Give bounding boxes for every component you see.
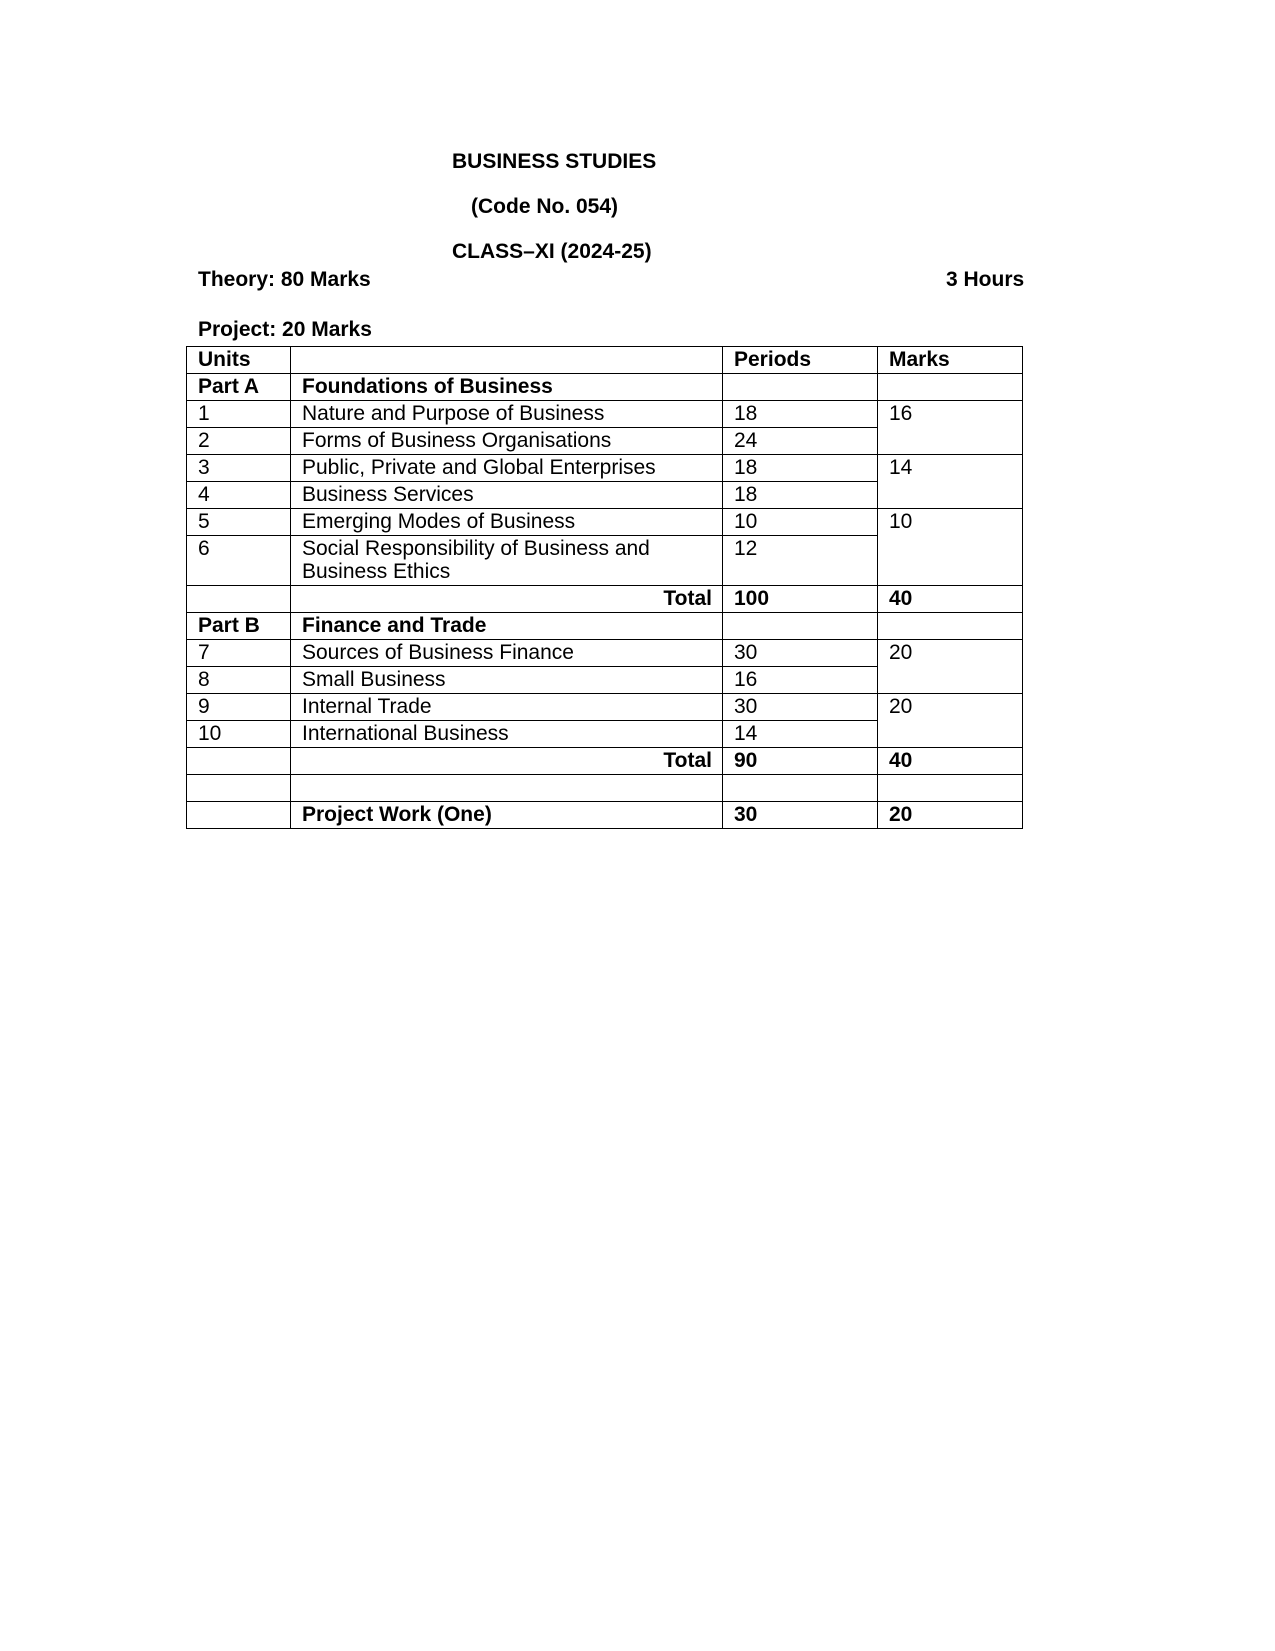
- part-a-label: Part A: [187, 374, 291, 401]
- class-session: CLASS–XI (2024-25): [452, 240, 652, 263]
- theory-marks: Theory: 80 Marks: [198, 268, 371, 291]
- header-marks: Marks: [878, 347, 1023, 374]
- empty-cell: [291, 775, 723, 802]
- unit-name: Emerging Modes of Business: [291, 509, 723, 536]
- unit-name: International Business: [291, 721, 723, 748]
- part-a-title: Foundations of Business: [291, 374, 723, 401]
- unit-number: 5: [187, 509, 291, 536]
- total-periods: 90: [723, 748, 878, 775]
- part-a-total-row: [187, 586, 1023, 613]
- unit-number: 10: [187, 721, 291, 748]
- total-label: Total: [291, 586, 723, 613]
- group-marks: 20: [878, 694, 1023, 748]
- empty-cell: [878, 775, 1023, 802]
- unit-periods: 16: [723, 667, 878, 694]
- project-work-periods: 30: [723, 802, 878, 829]
- project-work-name: Project Work (One): [291, 802, 723, 829]
- header-periods: Periods: [723, 347, 878, 374]
- group-marks: 10: [878, 509, 1023, 586]
- unit-name: Forms of Business Organisations: [291, 428, 723, 455]
- unit-number: 6: [187, 536, 291, 586]
- unit-number: 3: [187, 455, 291, 482]
- project-work-row: [187, 802, 1023, 829]
- unit-name: Business Services: [291, 482, 723, 509]
- empty-cell: [187, 775, 291, 802]
- blank-row: [187, 775, 1023, 802]
- empty-cell: [723, 613, 878, 640]
- table-row: [187, 455, 1023, 482]
- unit-number: 4: [187, 482, 291, 509]
- empty-cell: [723, 775, 878, 802]
- empty-cell: [878, 374, 1023, 401]
- unit-name: Nature and Purpose of Business: [291, 401, 723, 428]
- unit-periods: 18: [723, 482, 878, 509]
- unit-periods: 24: [723, 428, 878, 455]
- subject-code: (Code No. 054): [471, 195, 619, 218]
- unit-periods: 12: [723, 536, 878, 586]
- part-a-heading-row: [187, 374, 1023, 401]
- unit-number: 8: [187, 667, 291, 694]
- empty-cell: [187, 586, 291, 613]
- unit-name-line: Social Responsibility of Business and: [302, 537, 650, 560]
- part-b-label: Part B: [187, 613, 291, 640]
- part-b-heading-row: [187, 613, 1023, 640]
- table-row: [187, 509, 1023, 536]
- header-blank: [291, 347, 723, 374]
- unit-number: 2: [187, 428, 291, 455]
- unit-name: Public, Private and Global Enterprises: [291, 455, 723, 482]
- unit-periods: 30: [723, 694, 878, 721]
- group-marks: 16: [878, 401, 1023, 455]
- table-row: [187, 694, 1023, 721]
- exam-duration: 3 Hours: [946, 268, 1025, 291]
- project-work-marks: 20: [878, 802, 1023, 829]
- unit-name: [291, 536, 723, 586]
- unit-periods: 18: [723, 401, 878, 428]
- unit-name: Small Business: [291, 667, 723, 694]
- total-periods: 100: [723, 586, 878, 613]
- unit-number: 7: [187, 640, 291, 667]
- unit-periods: 14: [723, 721, 878, 748]
- group-marks: 14: [878, 455, 1023, 509]
- total-label: Total: [291, 748, 723, 775]
- table-row: [187, 401, 1023, 428]
- unit-periods: 18: [723, 455, 878, 482]
- empty-cell: [723, 374, 878, 401]
- total-marks: 40: [878, 748, 1023, 775]
- unit-periods: 10: [723, 509, 878, 536]
- project-marks: Project: 20 Marks: [198, 318, 372, 341]
- empty-cell: [878, 613, 1023, 640]
- table-header-row: [187, 347, 1023, 374]
- group-marks: 20: [878, 640, 1023, 694]
- unit-name: Internal Trade: [291, 694, 723, 721]
- unit-number: 9: [187, 694, 291, 721]
- document-title: BUSINESS STUDIES: [452, 150, 657, 173]
- header-units: Units: [187, 347, 291, 374]
- unit-name-line: Business Ethics: [302, 560, 451, 583]
- empty-cell: [187, 748, 291, 775]
- unit-number: 1: [187, 401, 291, 428]
- unit-periods: 30: [723, 640, 878, 667]
- total-marks: 40: [878, 586, 1023, 613]
- part-b-total-row: [187, 748, 1023, 775]
- syllabus-table: [186, 346, 1023, 829]
- unit-name: Sources of Business Finance: [291, 640, 723, 667]
- empty-cell: [187, 802, 291, 829]
- part-b-title: Finance and Trade: [291, 613, 723, 640]
- table-row: [187, 640, 1023, 667]
